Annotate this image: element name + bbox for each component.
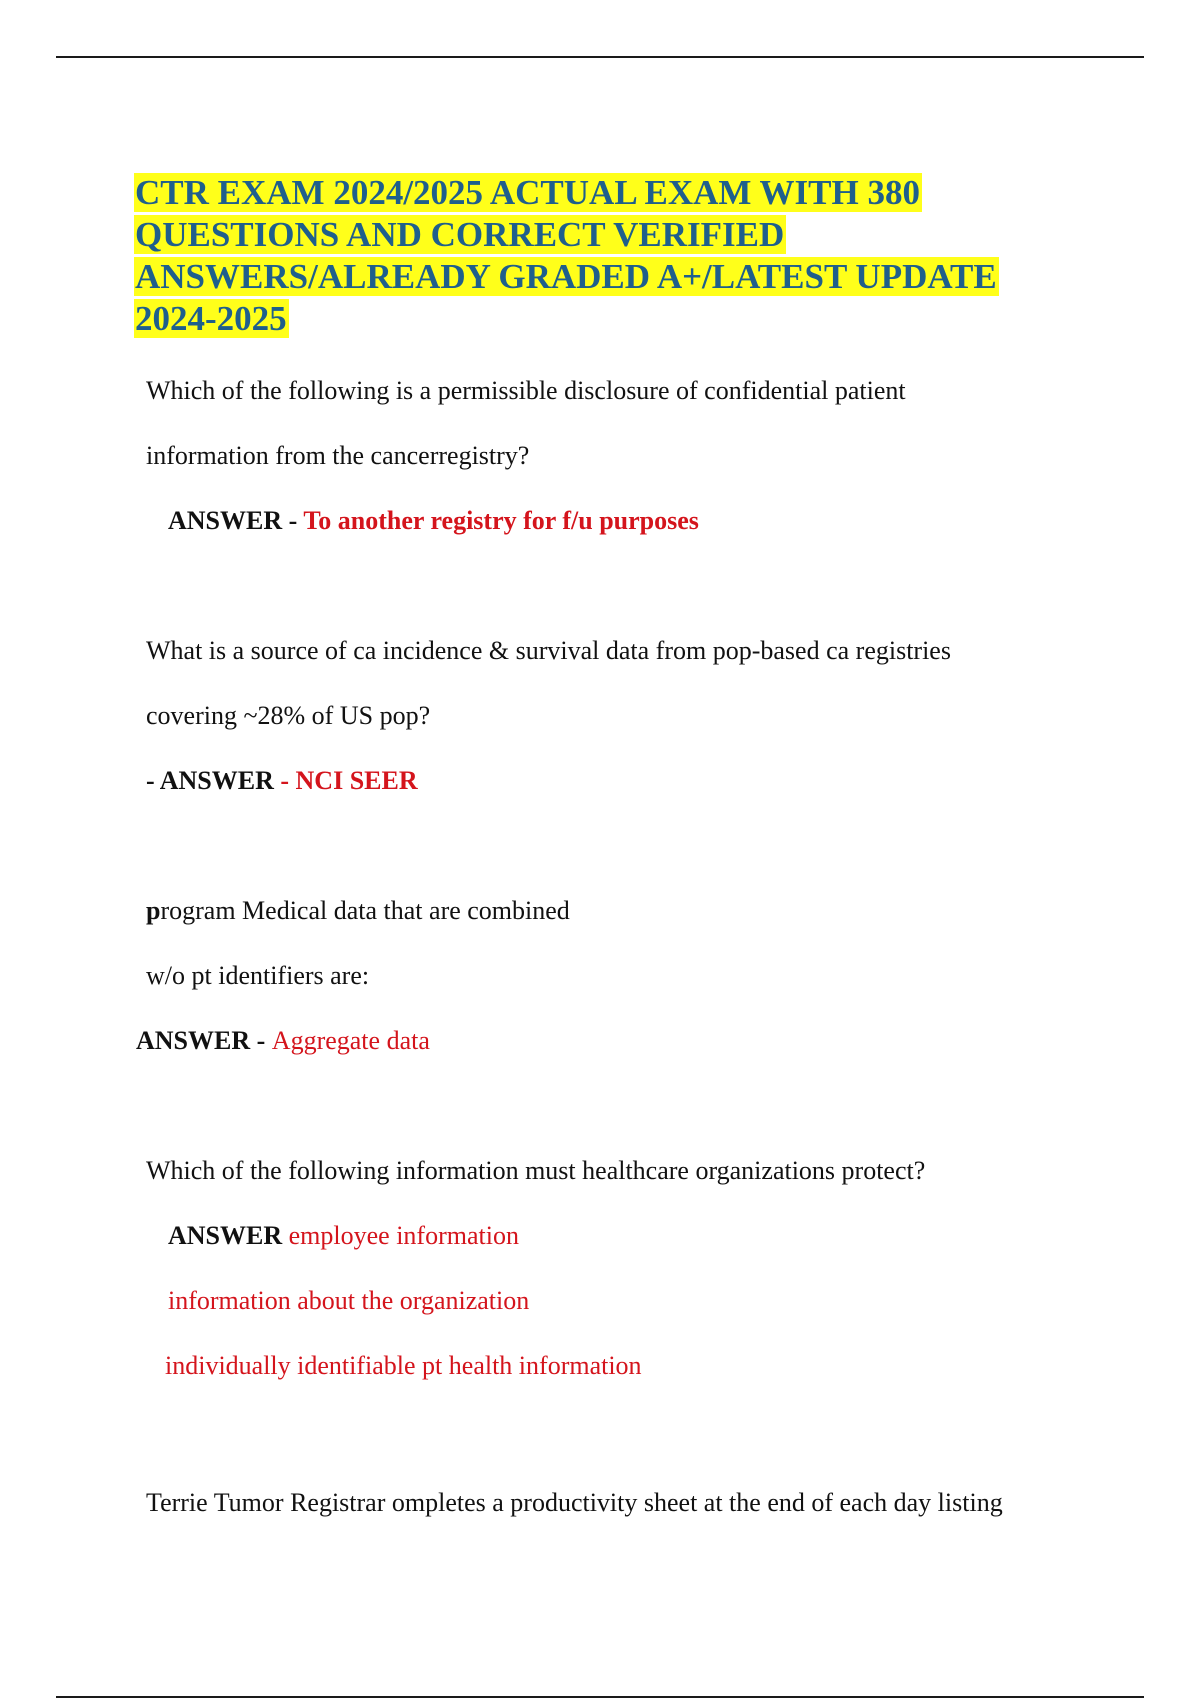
- answer-text: To another registry for f/u purposes: [303, 506, 699, 535]
- answer-text: Aggregate data: [271, 1026, 430, 1055]
- answer-2: [146, 766, 418, 796]
- answer-4-line-2: information about the organization: [168, 1286, 530, 1315]
- title-line-2: QUESTIONS AND CORRECT VERIFIED: [135, 215, 785, 254]
- question-4-line-1: Which of the following information must healthcare organizations protect?: [146, 1156, 926, 1185]
- question-1-line-1: Which of the following is a permissible disclosure of confidential patient: [146, 376, 906, 405]
- answer-1: [168, 506, 699, 536]
- answer-text: employee information: [288, 1221, 519, 1250]
- answer-4-line-1: [168, 1221, 519, 1251]
- title-line-3: ANSWERS/ALREADY GRADED A+/LATEST UPDATE: [135, 257, 997, 296]
- answer-label: ANSWER -: [136, 1026, 272, 1055]
- question-1-line-2: information from the cancerregistry?: [146, 441, 530, 470]
- footer-rule: [56, 1696, 1144, 1698]
- answer-text: - NCI SEER: [273, 766, 418, 795]
- answer-label: ANSWER -: [168, 506, 304, 535]
- title-line-1: CTR EXAM 2024/2025 ACTUAL EXAM WITH 380: [135, 173, 920, 212]
- header-rule: [56, 56, 1144, 58]
- question-3-line-1: [146, 896, 570, 926]
- question-3-line-2: w/o pt identifiers are:: [146, 961, 370, 990]
- answer-4-line-3: individually identifiable pt health information: [165, 1351, 642, 1380]
- answer-3: [136, 1026, 430, 1056]
- question-5-line-1: Terrie Tumor Registrar ompletes a productivity sheet at the end of each day listing: [146, 1488, 1003, 1517]
- answer-label: - ANSWER: [146, 766, 274, 795]
- question-2-line-2: covering ~28% of US pop?: [146, 701, 431, 730]
- question-2-line-1: What is a source of ca incidence & survival data from pop-based ca registries: [146, 636, 951, 665]
- question-text: rogram Medical data that are combined: [160, 896, 570, 925]
- document-title: [134, 172, 1094, 340]
- answer-label: ANSWER: [168, 1221, 289, 1250]
- question-lead-letter: p: [146, 896, 161, 925]
- title-line-4: 2024-2025: [135, 299, 287, 338]
